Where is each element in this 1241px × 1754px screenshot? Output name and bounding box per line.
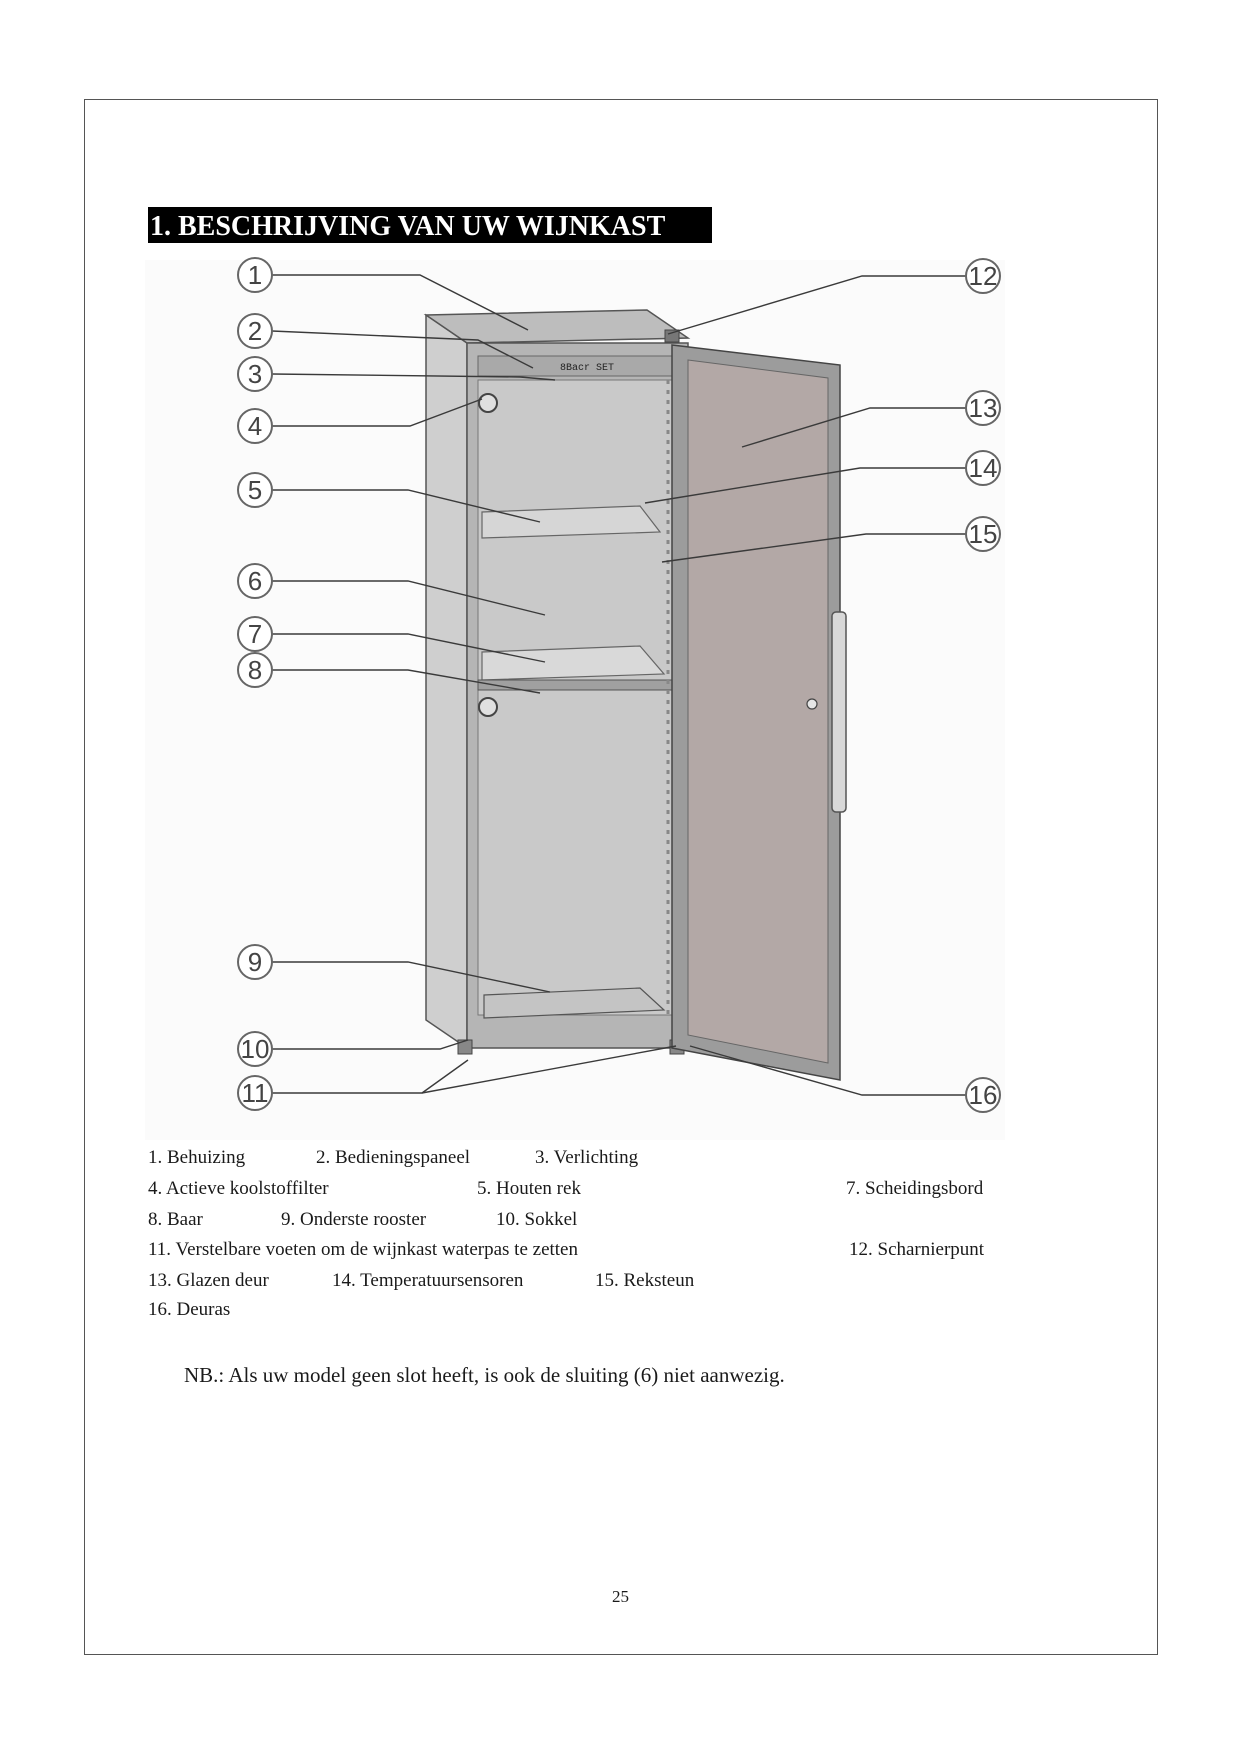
- control-panel-display: 8Bacr SET: [560, 363, 615, 374]
- page-number: 25: [612, 1587, 629, 1606]
- bar: [478, 680, 676, 690]
- callout-16: [966, 1078, 1000, 1112]
- legend-item-4: 4. Actieve koolstoffilter: [148, 1178, 329, 1199]
- svg-text:5: 5: [247, 475, 263, 505]
- lock-note: NB.: Als uw model geen slot heeft, is ook de sluiting (6) niet aanwezig.: [184, 1363, 785, 1387]
- callout-4: [238, 409, 272, 443]
- door-lock: [807, 699, 817, 709]
- svg-text:9: 9: [247, 947, 263, 977]
- legend-item-3: 3. Verlichting: [535, 1147, 639, 1168]
- callout-2: [238, 314, 272, 348]
- svg-text:2: 2: [247, 316, 263, 346]
- svg-text:12: 12: [968, 261, 998, 291]
- legend-item-1: 1. Behuizing: [148, 1147, 246, 1168]
- callout-11: [238, 1076, 272, 1110]
- svg-text:11: 11: [241, 1078, 269, 1108]
- callout-12: [966, 259, 1000, 293]
- cabinet-interior: [478, 380, 676, 1015]
- section-heading: 1. BESCHRIJVING VAN UW WIJNKAST: [148, 207, 712, 243]
- legend-item-2: 2. Bedieningspaneel: [316, 1147, 471, 1168]
- svg-text:7: 7: [247, 619, 263, 649]
- door-handle: [832, 612, 846, 812]
- svg-text:10: 10: [240, 1034, 270, 1064]
- charcoal-filter-lower: [479, 698, 497, 716]
- cabinet-top: [426, 310, 688, 343]
- legend-item-8: 8. Baar: [148, 1209, 203, 1230]
- callout-7: [238, 617, 272, 651]
- callout-6: [238, 564, 272, 598]
- legend-item-15: 15. Reksteun: [595, 1270, 695, 1291]
- cabinet-side: [426, 315, 467, 1048]
- svg-text:6: 6: [247, 566, 263, 596]
- callout-3: [238, 357, 272, 391]
- callout-14: [966, 451, 1000, 485]
- glass-door: [688, 360, 828, 1063]
- charcoal-filter: [479, 394, 497, 412]
- legend-item-11: 11. Verstelbare voeten om de wijnkast waterpas te zetten: [148, 1239, 578, 1260]
- svg-text:14: 14: [968, 453, 998, 483]
- legend-item-9: 9. Onderste rooster: [281, 1209, 427, 1230]
- legend-item-14: 14. Temperatuursensoren: [332, 1270, 524, 1291]
- svg-text:4: 4: [247, 411, 263, 441]
- callout-5: [238, 473, 272, 507]
- svg-text:3: 3: [247, 359, 263, 389]
- callout-13: [966, 391, 1000, 425]
- callout-10: [238, 1032, 272, 1066]
- callout-9: [238, 945, 272, 979]
- wooden-rack: [482, 506, 660, 538]
- legend-item-10: 10. Sokkel: [496, 1209, 578, 1230]
- svg-text:16: 16: [968, 1080, 998, 1110]
- divider-board: [482, 646, 664, 680]
- svg-text:8: 8: [247, 655, 263, 685]
- legend-item-13: 13. Glazen deur: [148, 1270, 269, 1291]
- legend-item-12: 12. Scharnierpunt: [849, 1239, 985, 1260]
- svg-text:13: 13: [968, 393, 998, 423]
- svg-text:15: 15: [968, 519, 998, 549]
- legend-item-7: 7. Scheidingsbord: [846, 1178, 984, 1199]
- callout-1: [238, 258, 272, 292]
- callout-8: [238, 653, 272, 687]
- legend-item-16: 16. Deuras: [148, 1299, 231, 1320]
- svg-text:1: 1: [247, 260, 263, 290]
- legend-item-5: 5. Houten rek: [477, 1178, 581, 1199]
- callout-15: [966, 517, 1000, 551]
